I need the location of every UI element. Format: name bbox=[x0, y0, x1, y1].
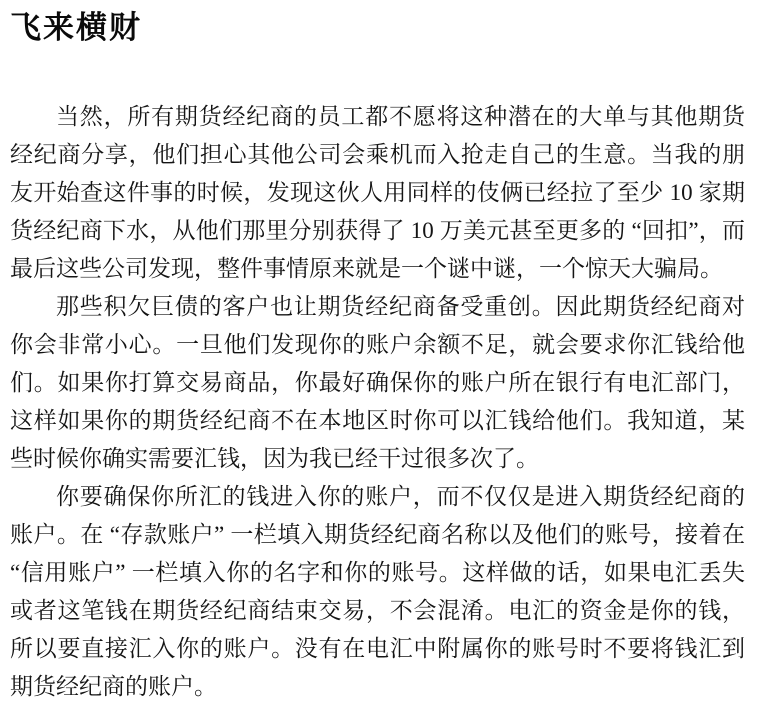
paragraph: 你要确保你所汇的钱进入你的账户，而不仅仅是进入期货经纪商的账户。在 “存款账户” 一栏填入期货经纪商名称以及他们的账号，接着在 “信用账户” 一栏填入你的名字和你的账号。这样做的话，如果电汇丢失或者这笔钱在期货经纪商结束交易，不会混淆。电汇的资金是你的钱，所以要直接汇入你的账户。没有在电汇中附属你的账号时不要将钱汇到期货经纪商的账户。 bbox=[10, 484, 745, 699]
body-text bbox=[10, 98, 745, 706]
paragraph: 那些积欠巨债的客户也让期货经纪商备受重创。因此期货经纪商对你会非常小心。一旦他们发现你的账户余额不足，就会要求你汇钱给他们。如果你打算交易商品，你最好确保你的账户所在银行有电汇部门，这样如果你的期货经纪商不在本地区时你可以汇钱给他们。我知道，某些时候你确实需要汇钱，因为我已经干过很多次了。 bbox=[10, 294, 745, 471]
page-title: 飞来横财 bbox=[10, 10, 142, 45]
paragraph: 当然，所有期货经纪商的员工都不愿将这种潜在的大单与其他期货经纪商分享，他们担心其他公司会乘机而入抢走自己的生意。当我的朋友开始查这件事的时候，发现这伙人用同样的伎俩已经拉了至少 10 家期货经纪商下水，从他们那里分别获得了 10 万美元甚至更多的 “回扣”，而最后这些公司发现，整件事情原来就是一个谜中谜，一个惊天大骗局。 bbox=[10, 104, 745, 281]
